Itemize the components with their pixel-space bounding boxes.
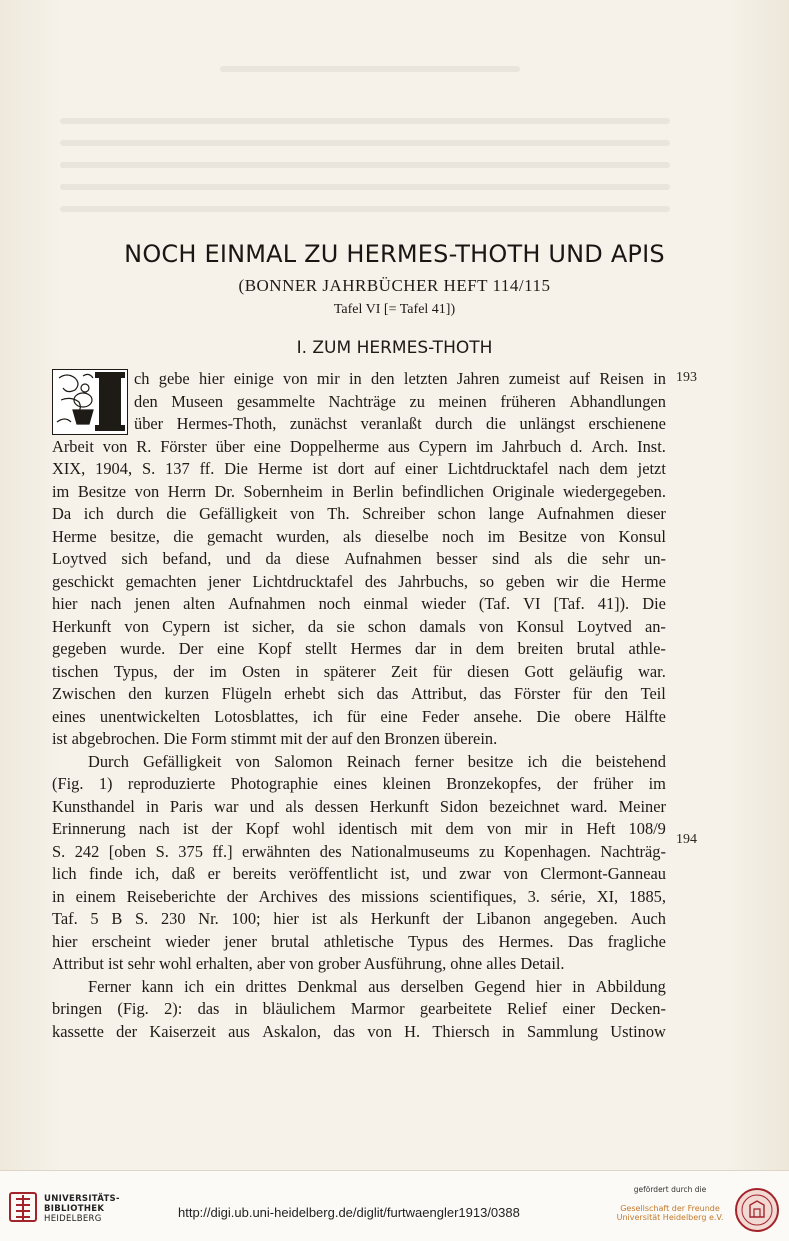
text-line: Da ich durch die Gefälligkeit von Th. Schreiber schon lange Aufnahmen dieser <box>52 504 666 523</box>
ornamental-initial-I-icon <box>52 369 128 435</box>
text-line: Arbeit von R. Förster über eine Doppelherme aus Cypern im Jahrbuch d. Arch. Inst. <box>52 436 666 456</box>
show-through-line <box>220 66 520 72</box>
show-through-line <box>60 184 670 190</box>
show-through-line <box>60 140 670 146</box>
text-line: über Hermes-Thoth, zunächst veranlaßt durch die unlängst erschienene <box>134 414 666 433</box>
text-line: ch gebe hier einige von mir in den letzten Jahren zumeist auf Reisen in <box>134 369 666 388</box>
show-through-line <box>60 206 670 212</box>
text-line: Attribut ist sehr wohl erhalten, aber von grober Ausführung, ohne alles Detail. <box>52 954 565 973</box>
text-line: gegeben wurde. Der eine Kopf stellt Hermes dar in dem breiten brutal athle- <box>52 639 666 658</box>
text-line: Loytved sich befand, und da diese Aufnahmen besser sind als die sehr un- <box>52 549 666 568</box>
text-line: XIX, 1904, S. 137 ff. Die Herme ist dort auf einer Lichtdrucktafel nach dem jetzt <box>52 459 666 478</box>
text-line: Erinnerung nach ist der Kopf wohl identisch mit dem von mir in Heft 108/9 <box>52 819 666 838</box>
text-line: kassette der Kaiserzeit aus Askalon, das von H. Thiersch in Sammlung Ustinow <box>52 1021 666 1041</box>
article-subtitle: (BONNER JAHRBÜCHER HEFT 114/115 <box>238 276 551 295</box>
text-line: lich finde ich, daß er bereits veröffentlicht ist, und zwar von Clermont-Ganneau <box>52 864 666 883</box>
text-line: eines unentwickelten Lotosblattes, ich für eine Feder ansehe. Die obere Hälfte <box>52 706 666 726</box>
text-line: ist abgebrochen. Die Form stimmt mit der auf den Bronzen überein. <box>52 729 498 748</box>
text-line: Zwischen den kurzen Flügeln erhebt sich das Attribut, das Förster für den Teil <box>52 684 666 703</box>
text-line: hier nach jenen alten Aufnahmen noch einmal wieder (Taf. VI [Taf. 41]). Die <box>52 594 666 613</box>
text-line: Kunsthandel in Paris war und als dessen Herkunft Sidon bezeichnet ward. Meiner <box>52 796 666 816</box>
show-through-line <box>60 118 670 124</box>
sponsor-credit: gefördert durch die Gesellschaft der Freunde Universität Heidelberg e.V. <box>616 1185 724 1222</box>
text-line: Herkunft von Cypern ist sicher, da sie schon damals von Konsul Loytved an- <box>52 616 666 636</box>
viewer-footer <box>0 1170 789 1241</box>
show-through-line <box>60 162 670 168</box>
text-line: geschickt gemachten jener Lichtdrucktafel des Jahrbuchs, so geben wir die Herme <box>52 571 666 591</box>
text-line: bringen (Fig. 2): das in bläulichem Marmor gearbeitete Relief einer Decken- <box>52 999 666 1018</box>
text-line: in einem Reiseberichte der Archives des missions scientifiques, 3. série, XI, 1885, <box>52 886 666 906</box>
text-line: S. 242 [oben S. 375 ff.] erwähnten des Nationalmuseums zu Kopenhagen. Nachträg- <box>52 841 666 861</box>
text-line: Taf. 5 B S. 230 Nr. 100; hier ist als Herkunft der Libanon angegeben. Auch <box>52 909 666 928</box>
text-line: den Museen gesammelte Nachträge zu meinen früheren Abhandlungen <box>134 391 666 411</box>
permalink-url[interactable]: http://digi.ub.uni-heidelberg.de/diglit/furtwaengler1913/0388 <box>178 1205 520 1220</box>
text-line: im Besitze von Herrn Dr. Sobernheim in Berlin befindlichen Originale wiedergegeben. <box>52 481 666 501</box>
text-line: tischen Typus, der im Osten in späterer Zeit für diesen Gott geläufig war. <box>52 661 666 681</box>
text-line: Herme besitze, die gemacht wurden, als dieselbe noch im Besitze von Konsul <box>52 526 666 546</box>
university-library-logo-icon <box>8 1191 38 1228</box>
article-title: NOCH EINMAL ZU HERMES-THOTH UND APIS <box>124 240 665 268</box>
library-name: UNIVERSITÄTS- BIBLIOTHEK HEIDELBERG <box>44 1194 120 1224</box>
text-line: Durch Gefälligkeit von Salomon Reinach ferner besitze ich die beistehend <box>88 751 666 771</box>
margin-page-number: 193 <box>676 370 697 385</box>
section-heading: I. ZUM HERMES-THOTH <box>296 338 493 358</box>
margin-page-number: 194 <box>676 832 697 847</box>
text-line: (Fig. 1) reproduzierte Photographie eines kleinen Bronzekopfes, der früher im <box>52 774 666 793</box>
plate-reference: Tafel VI [= Tafel 41]) <box>333 302 456 317</box>
society-seal-icon <box>734 1187 780 1238</box>
text-line: hier erscheint wieder jener brutal athletische Typus des Hermes. Das fragliche <box>52 931 666 951</box>
text-line: Ferner kann ich ein drittes Denkmal aus derselben Gegend hier in Abbildung <box>88 976 666 996</box>
